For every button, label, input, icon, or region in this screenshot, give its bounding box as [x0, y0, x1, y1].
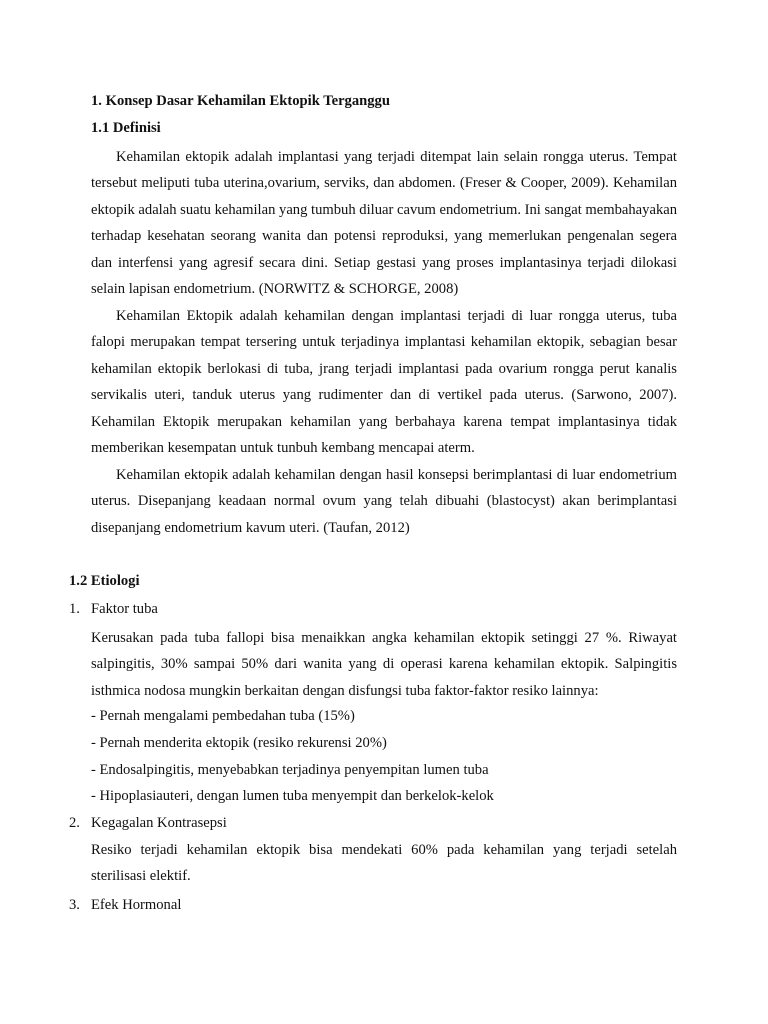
bullet-item: - Hipoplasiauteri, dengan lumen tuba menyempit dan berkelok-kelok — [91, 788, 494, 804]
section-heading-definisi: 1.1 Definisi — [91, 120, 161, 136]
document-title: 1. Konsep Dasar Kehamilan Ektopik Terganggu — [91, 93, 390, 109]
kegagalan-kontrasepsi-paragraph: Resiko terjadi kehamilan ektopik bisa mendekati 60% pada kehamilan yang terjadi setelah sterilisasi elektif. — [91, 842, 677, 885]
section-heading-etiologi: 1.2 Etiologi — [69, 573, 140, 589]
list-label-efek-hormonal: Efek Hormonal — [91, 897, 182, 913]
bullet-item: - Pernah mengalami pembedahan tuba (15%) — [91, 708, 355, 724]
list-label-kegagalan-kontrasepsi: Kegagalan Kontrasepsi — [91, 815, 227, 831]
list-number-1: 1. — [69, 601, 80, 617]
definisi-paragraph-3: Kehamilan ektopik adalah kehamilan dengan hasil konsepsi berimplantasi di luar endometrium uterus. Disepanjang keadaan normal ovum yang telah dibuahi (blastocyst) akan berimplantasi disepanjang endometrium kavum uteri. (Taufan, 2012) — [91, 467, 677, 536]
bullet-item: - Endosalpingitis, menyebabkan terjadinya penyempitan lumen tuba — [91, 762, 489, 778]
bullet-item: - Pernah menderita ektopik (resiko rekurensi 20%) — [91, 735, 387, 751]
list-number-2: 2. — [69, 815, 80, 831]
faktor-tuba-paragraph: Kerusakan pada tuba fallopi bisa menaikkan angka kehamilan ektopik setinggi 27 %. Riwayat salpingitis, 30% sampai 50% dari wanita yang di operasi karena kehamilan ektopik. Salpingitis isthmica nodosa mungkin berkaitan dengan disfungsi tuba faktor-faktor resiko lainnya: — [91, 630, 677, 699]
list-number-3: 3. — [69, 897, 80, 913]
list-label-faktor-tuba: Faktor tuba — [91, 601, 158, 617]
definisi-paragraph-1: Kehamilan ektopik adalah implantasi yang terjadi ditempat lain selain rongga uterus. Tempat tersebut meliputi tuba uterina,ovarium, serviks, dan abdomen. (Freser & Cooper, 2009). Kehamilan ektopik adalah suatu kehamilan yang tumbuh diluar cavum endometrium. Ini sangat membahayakan terhadap kesehatan seorang wanita dan potensi reproduksi, yang memerlukan pengenalan segera dan interfensi yang agresif secara dini. Setiap gestasi yang proses implantasinya terjadi dilokasi selain lapisan endometrium. (NORWITZ & SCHORGE, 2008) — [91, 149, 678, 298]
definisi-paragraph-2: Kehamilan Ektopik adalah kehamilan dengan implantasi terjadi di luar rongga uterus, tuba falopi merupakan tempat tersering untuk terjadinya implantasi kehamilan ektopik, sebagian besar kehamilan ektopik berlokasi di tuba, jrang terjadi implantasi pada ovarium rongga perut kanalis servikalis uteri, tanduk uterus yang rudimenter dan di vertikel pada uterus. (Sarwono, 2007). Kehamilan Ektopik merupakan kehamilan yang berbahaya karena tempat implantasinya tidak memberikan kesempatan untuk tunbuh kembang mencapai aterm. — [91, 308, 677, 457]
